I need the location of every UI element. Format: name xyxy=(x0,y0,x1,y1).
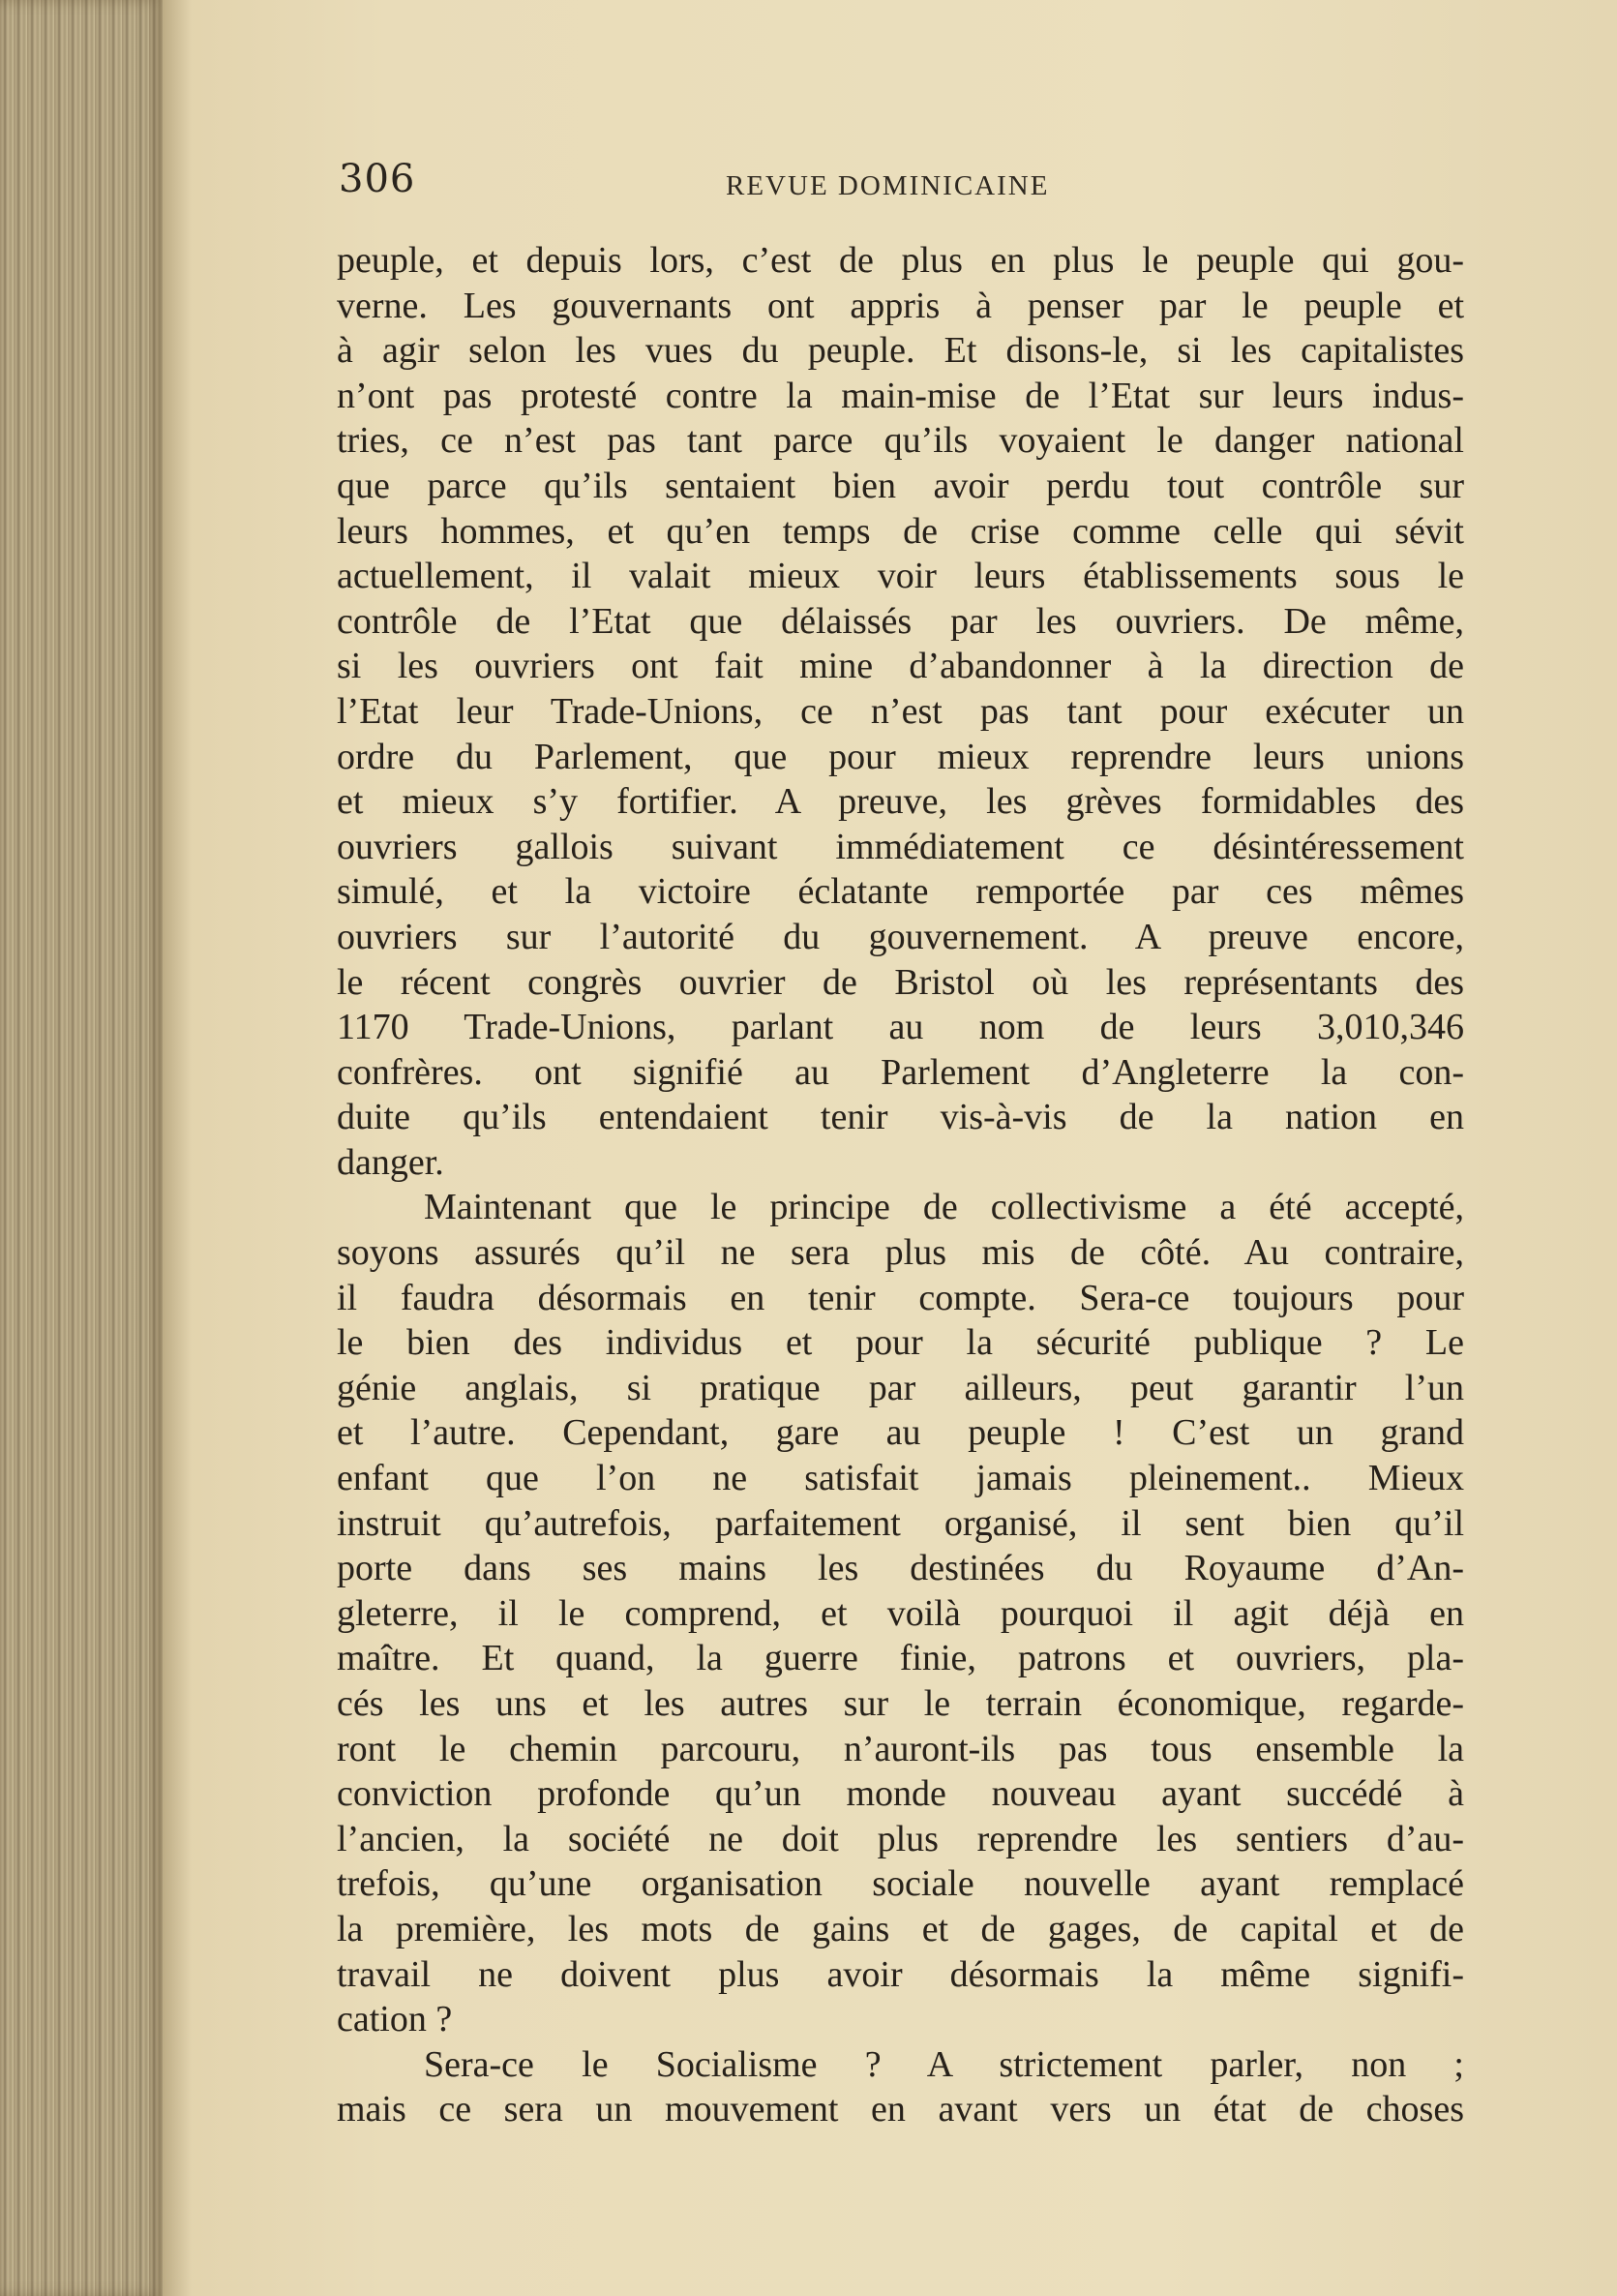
text-line: ordre du Parlement, que pour mieux reprendre leurs unions xyxy=(337,736,1464,777)
text-line: Maintenant que le principe de collectivisme a été accepté, xyxy=(424,1187,1464,1228)
running-title: REVUE DOMINICAINE xyxy=(726,170,1050,201)
text-line: peuple, et depuis lors, c’est de plus en plus le peuple qui gou- xyxy=(337,240,1464,281)
body-text xyxy=(337,238,1464,2132)
text-line: porte dans ses mains les destinées du Royaume d’An- xyxy=(337,1548,1464,1589)
text-line: gleterre, il le comprend, et voilà pourquoi il agit déjà en xyxy=(337,1592,1464,1634)
text-line: instruit qu’autrefois, parfaitement organisé, il sent bien qu’il xyxy=(337,1502,1464,1544)
text-line: danger. xyxy=(337,1141,444,1183)
text-line: leurs hommes, et qu’en temps de crise comme celle qui sévit xyxy=(337,510,1464,552)
text-line: 1170 Trade-Unions, parlant au nom de leurs 3,010,346 xyxy=(337,1007,1464,1048)
text-line: n’ont pas protesté contre la main-mise de l’Etat sur leurs indus- xyxy=(337,375,1464,416)
text-line: il faudra désormais en tenir compte. Sera-ce toujours pour xyxy=(337,1277,1464,1318)
text-line: duite qu’ils entendaient tenir vis-à-vis de la nation en xyxy=(337,1097,1464,1138)
paragraph xyxy=(337,1185,1464,2041)
gutter-shadow xyxy=(163,0,192,2296)
text-line: le bien des individus et pour la sécurité publique ? Le xyxy=(337,1322,1464,1364)
text-line: à agir selon les vues du peuple. Et disons-le, si les capitalistes xyxy=(337,330,1464,372)
text-line: enfant que l’on ne satisfait jamais pleinement.. Mieux xyxy=(337,1458,1464,1499)
text-line: actuellement, il valait mieux voir leurs établissements sous le xyxy=(337,556,1464,597)
text-line: que parce qu’ils sentaient bien avoir perdu tout contrôle sur xyxy=(337,465,1464,506)
text-line: maître. Et quand, la guerre finie, patrons et ouvriers, pla- xyxy=(337,1638,1464,1679)
paragraph xyxy=(337,238,1464,1185)
text-line: mais ce sera un mouvement en avant vers un état de choses xyxy=(337,2089,1464,2130)
text-line: simulé, et la victoire éclatante remportée par ces mêmes xyxy=(337,871,1464,913)
text-line: la première, les mots de gains et de gages, de capital et de xyxy=(337,1908,1464,1949)
text-line: et mieux s’y fortifier. A preuve, les grèves formidables des xyxy=(337,781,1464,823)
text-line: tries, ce n’est pas tant parce qu’ils voyaient le danger national xyxy=(337,420,1464,462)
text-line: conviction profonde qu’un monde nouveau ayant succédé à xyxy=(337,1773,1464,1815)
text-line: ouvriers sur l’autorité du gouvernement. A preuve encore, xyxy=(337,916,1464,957)
text-line: génie anglais, si pratique par ailleurs, peut garantir l’un xyxy=(337,1367,1464,1408)
text-line: soyons assurés qu’il ne sera plus mis de côté. Au contraire, xyxy=(337,1232,1464,1274)
text-line: cés les uns et les autres sur le terrain économique, regarde- xyxy=(337,1683,1464,1724)
page-number: 306 xyxy=(339,157,416,201)
text-line: l’Etat leur Trade-Unions, ce n’est pas tant pour exécuter un xyxy=(337,690,1464,732)
text-line: le récent congrès ouvrier de Bristol où les représentants des xyxy=(337,961,1464,1003)
text-line: contrôle de l’Etat que délaissés par les ouvriers. De même, xyxy=(337,600,1464,642)
text-line: l’ancien, la société ne doit plus reprendre les sentiers d’au- xyxy=(337,1818,1464,1859)
text-line: Sera-ce le Socialisme ? A strictement parler, non ; xyxy=(424,2043,1464,2085)
text-line: trefois, qu’une organisation sociale nouvelle ayant remplacé xyxy=(337,1863,1464,1905)
paragraph xyxy=(337,2042,1464,2132)
text-line: confrères. ont signifié au Parlement d’Angleterre la con- xyxy=(337,1051,1464,1093)
text-line: travail ne doivent plus avoir désormais la même signifi- xyxy=(337,1953,1464,1995)
text-line: et l’autre. Cependant, gare au peuple ! C’est un grand xyxy=(337,1412,1464,1454)
page-header xyxy=(339,157,1461,205)
text-line: verne. Les gouvernants ont appris à penser par le peuple et xyxy=(337,285,1464,326)
text-line: ront le chemin parcouru, n’auront-ils pas tous ensemble la xyxy=(337,1728,1464,1769)
text-line: si les ouvriers ont fait mine d’abandonner à la direction de xyxy=(337,646,1464,687)
text-line: ouvriers gallois suivant immédiatement ce désintéressement xyxy=(337,826,1464,867)
book-edge xyxy=(0,0,163,2296)
text-line: cation ? xyxy=(337,1999,453,2040)
